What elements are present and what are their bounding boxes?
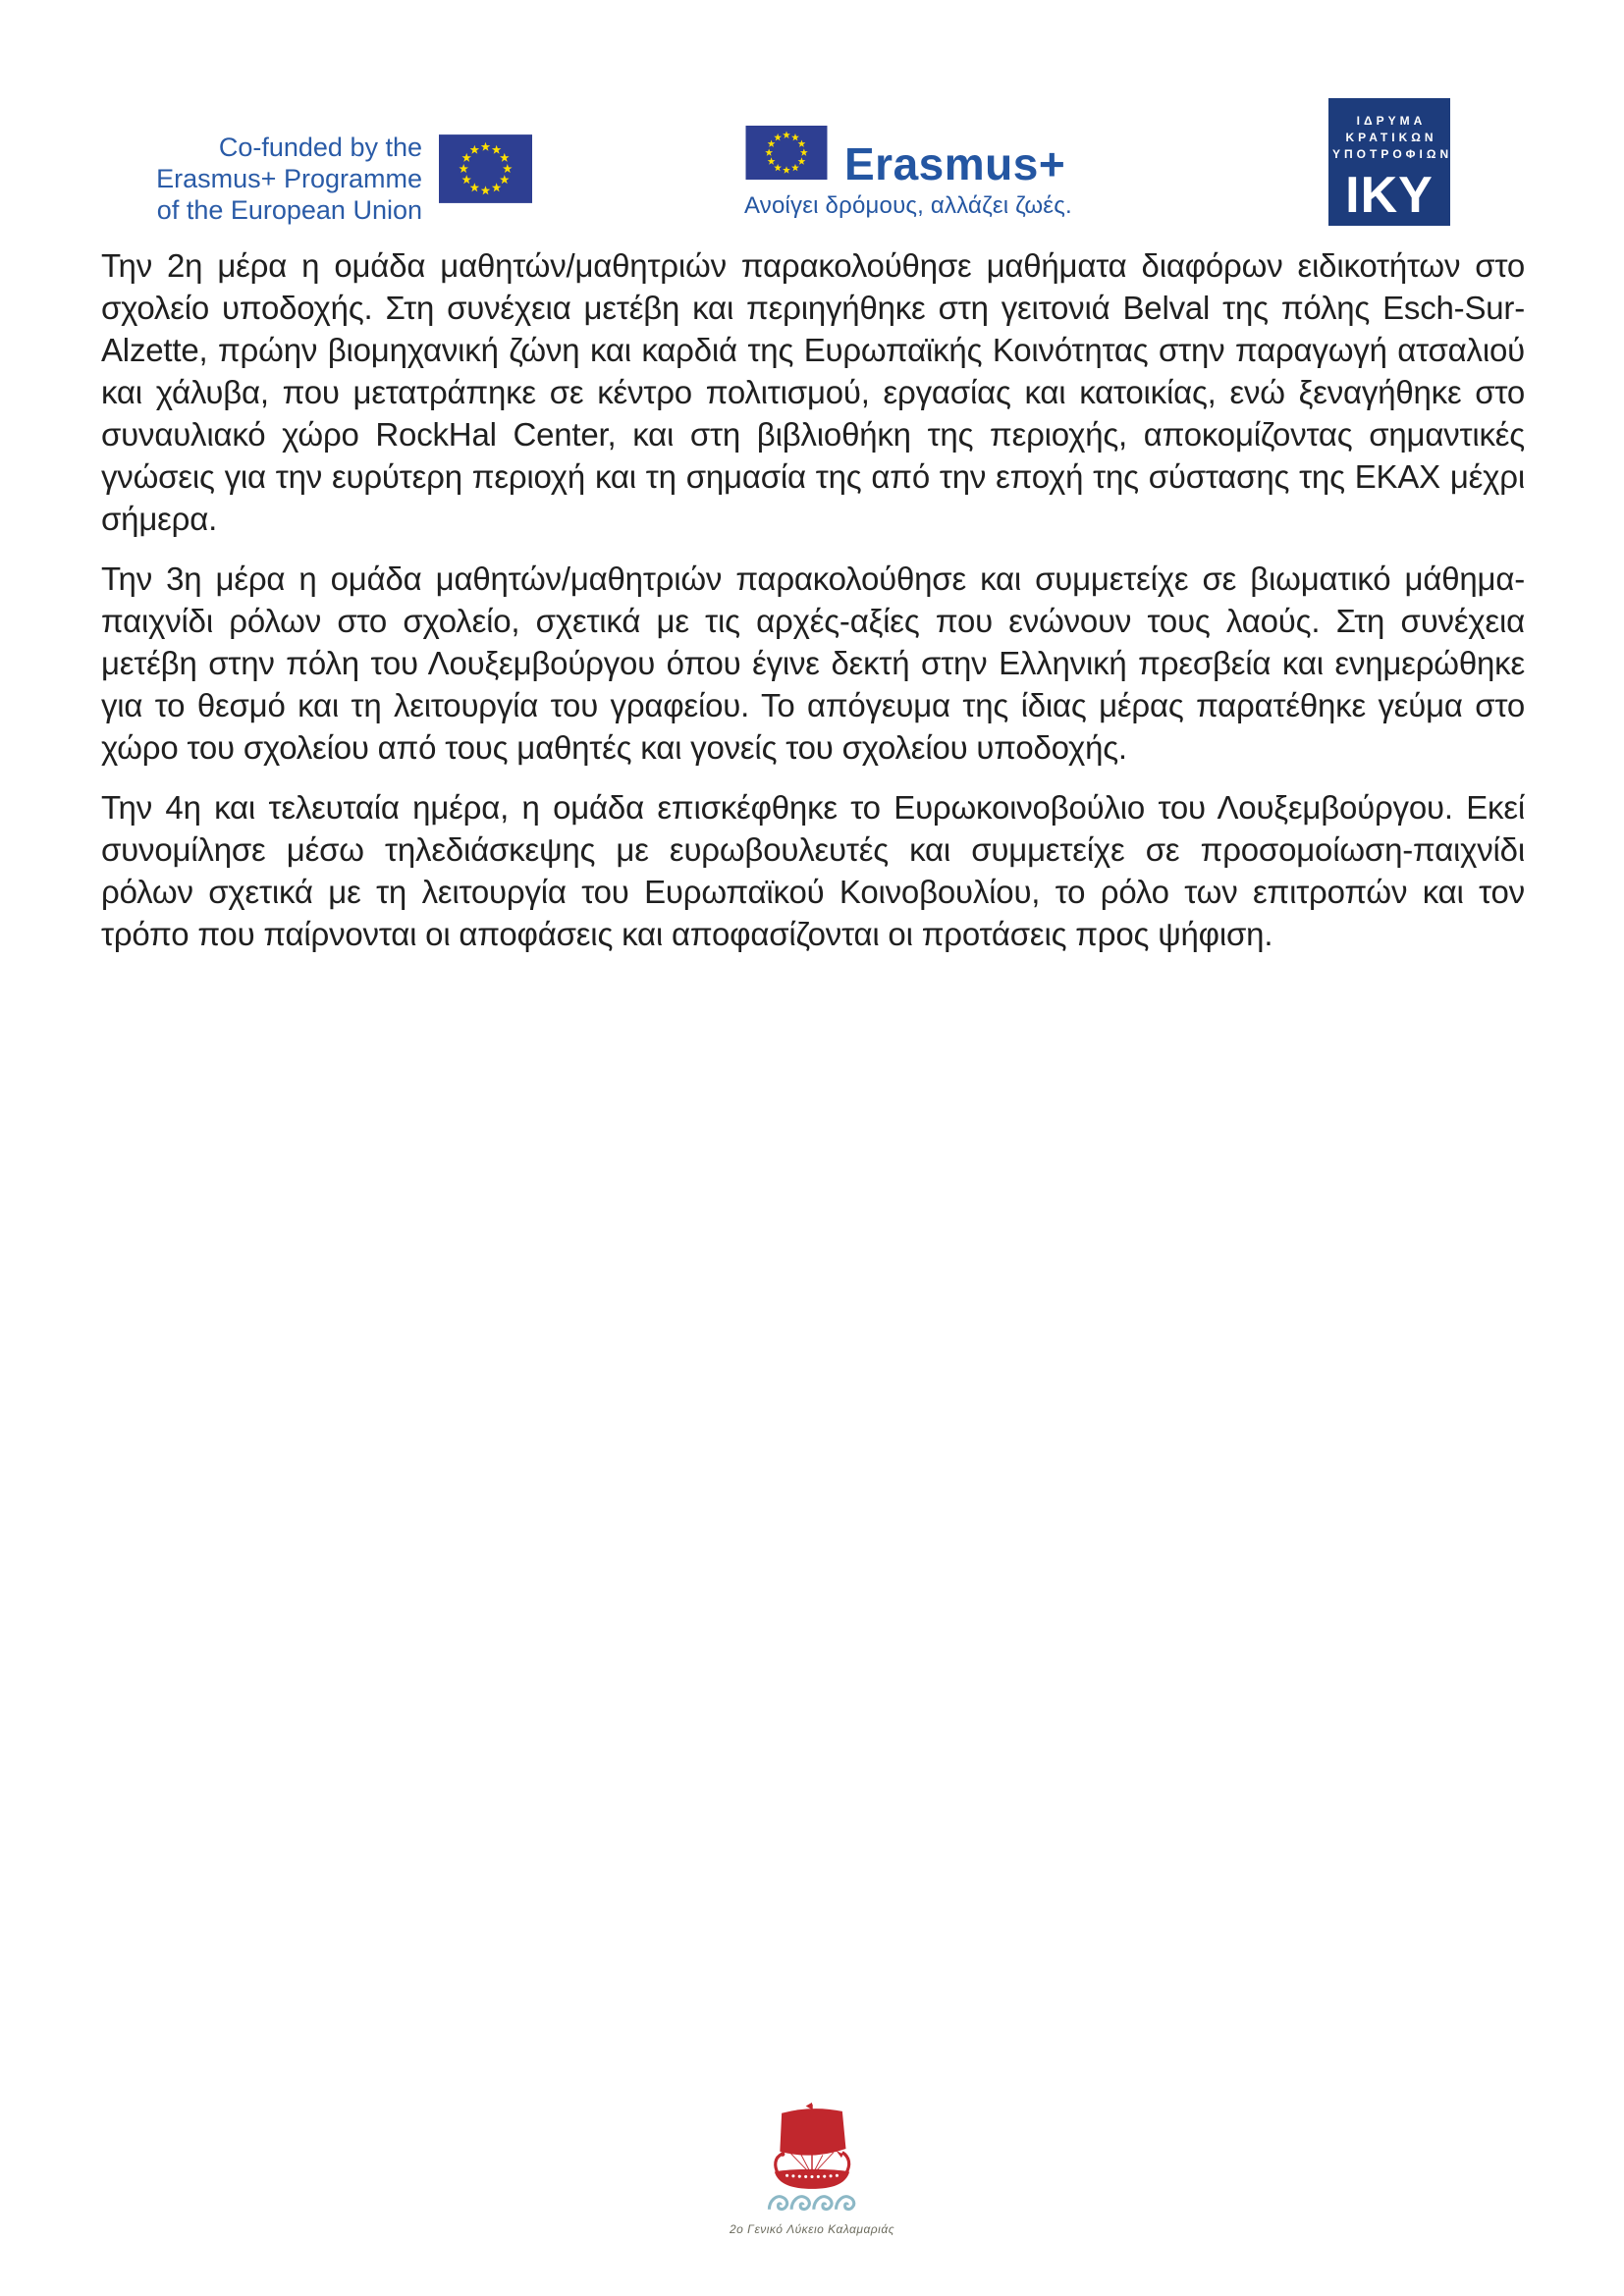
iky-line-2: ΚΡΑΤΙΚΩΝ (1345, 131, 1437, 144)
iky-logo (1328, 98, 1453, 226)
erasmus-wordmark: Erasmus+ (844, 138, 1066, 189)
paragraph-day-2: Την 2η μέρα η ομάδα μαθητών/μαθητριών παρακολούθησε μαθήματα διαφόρων ειδικοτήτων στο σχολείο υποδοχής. Στη συνέχεια μετέβη και περιηγήθηκε στη γειτονιά Belval της πόλης Esch-Sur-Alzette, πρώην βιομηχανική ζώνη και καρδιά της Ευρωπαϊκής Κοινότητας στην παραγωγή ατσαλιού και χάλυβα, που μετατράπηκε σε κέντρο πολιτισμού, εργασίας και κατοικίας, ενώ ξεναγήθηκε στο συναυλιακό χώρο RockHal Center, και στη βιβλιοθήκη της περιοχής, αποκομίζοντας σημαντικές γνώσεις για την ευρύτερη περιοχή και τη σημασία της από την εποχή της σύστασης της ΕΚΑΧ μέχρι σήμερα. (101, 247, 1525, 537)
school-name-caption: 2ο Γενικό Λύκειο Καλαμαριάς (729, 2222, 895, 2236)
iky-line-3: ΥΠΟΤΡΟΦΙΩΝ (1332, 147, 1453, 161)
ancient-ship-icon (759, 2204, 865, 2220)
paragraph-day-3: Την 3η μέρα η ομάδα μαθητών/μαθητριών παρακολούθησε και συμμετείχε σε βιωματικό μάθημα-παιχνίδι ρόλων στο σχολείο, σχετικά με τις αρχές-αξίες που ενώνουν τους λαούς. Στη συνέχεια μετέβη στην πόλη του Λουξεμβούργου όπου έγινε δεκτή στην Ελληνική πρεσβεία και ενημερώθηκε για το θεσμό και τη λειτουργία του γραφείου. Το απόγευμα της ίδιας μέρας παρατέθηκε γεύμα στο χώρο του σχολείου από τους μαθητές και γονείς του σχολείου υποδοχής. (101, 561, 1525, 766)
erasmus-plus-logo (744, 126, 1072, 220)
erasmus-tagline: Ανοίγει δρόμους, αλλάζει ζωές. (744, 192, 1072, 219)
eu-flag-small-icon (744, 126, 829, 185)
cofunded-label (110, 132, 422, 226)
report-body (101, 244, 1525, 973)
cofunded-line-2: Erasmus+ Programme (156, 164, 422, 193)
iky-acronym: IKY (1345, 167, 1434, 224)
iky-line-1: ΙΔΡΥΜΑ (1356, 114, 1427, 128)
eu-cofunded-logo (110, 132, 532, 226)
cofunded-line-3: of the European Union (156, 195, 422, 225)
eu-flag-icon (439, 133, 532, 209)
paragraph-day-4: Την 4η και τελευταία ημέρα, η ομάδα επισκέφθηκε το Ευρωκοινοβούλιο του Λουξεμβούργου. Εκεί συνομίλησε μέσω τηλεδιάσκεψης με ευρωβουλευτές και συμμετείχε σε προσομοίωση-παιχνίδι ρόλων σχετικά με τη λειτουργία του Ευρωπαϊκού Κοινοβουλίου, το ρόλο των επιτροπών και τον τρόπο που παίρνονται οι αποφάσεις και αποφασίζονται οι προτάσεις προς ψήφιση. (101, 789, 1525, 952)
school-ship-logo (655, 2101, 969, 2236)
cofunded-line-1: Co-funded by the (218, 133, 422, 162)
